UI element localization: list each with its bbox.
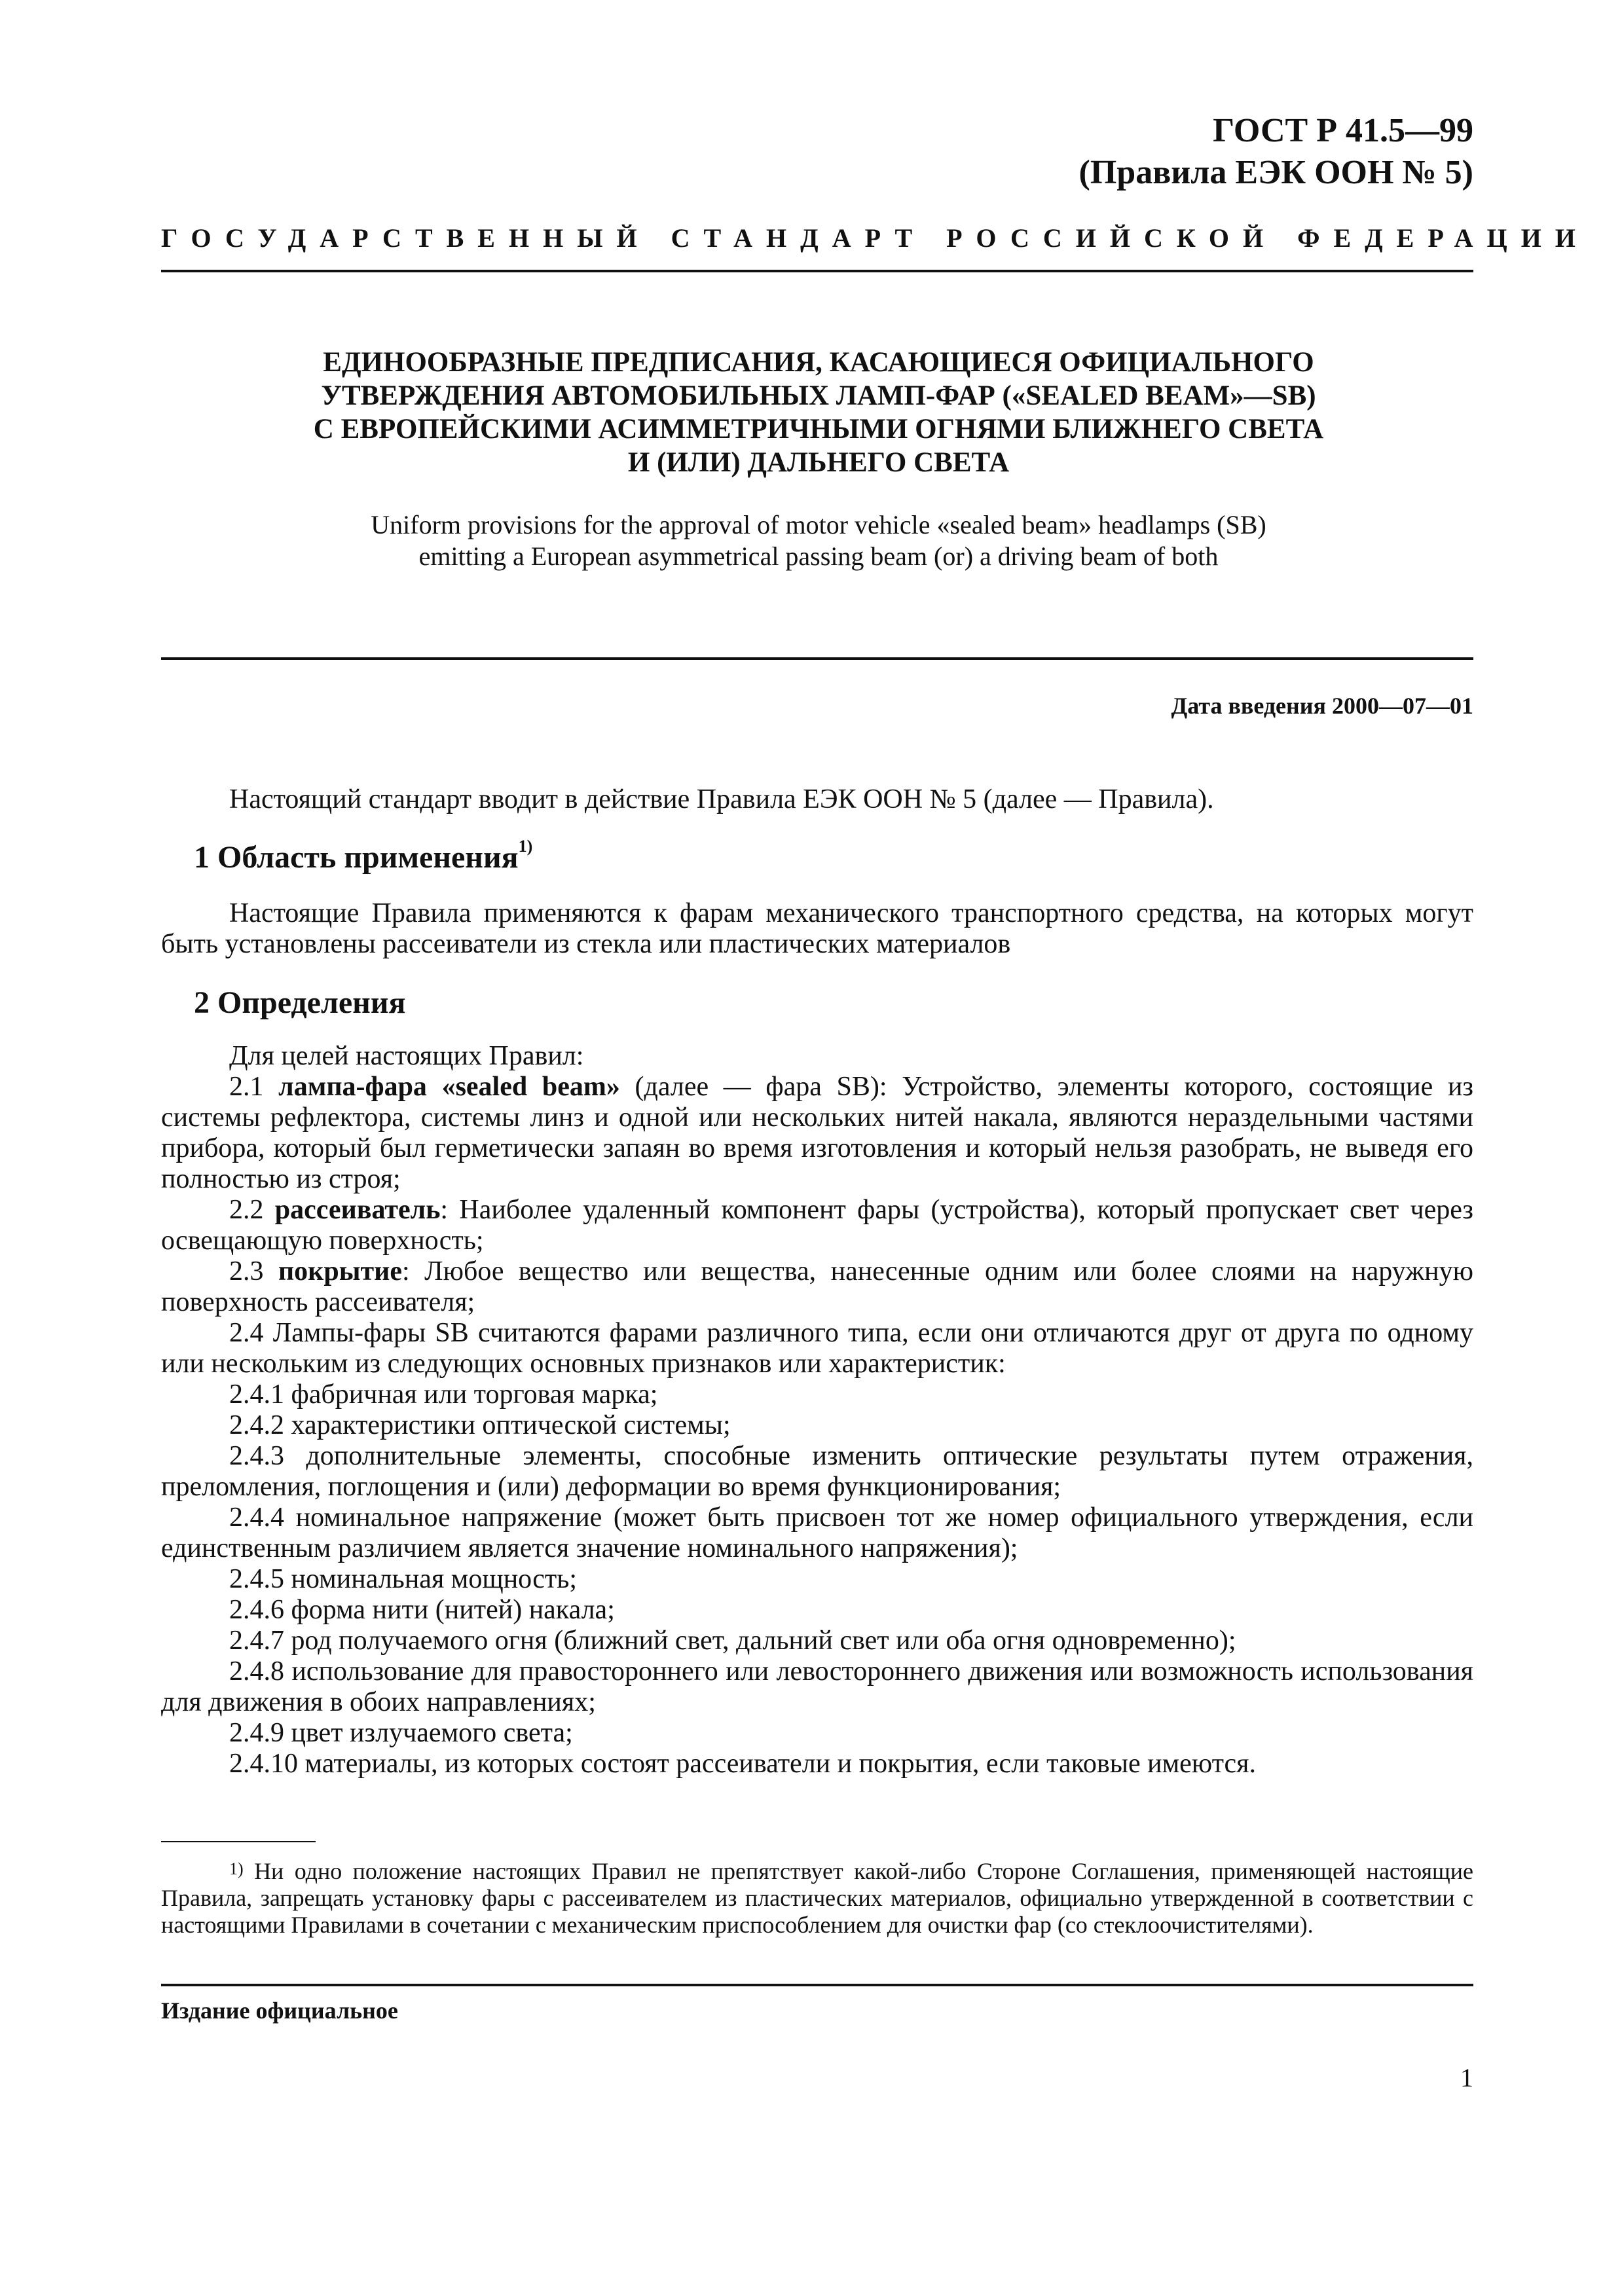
english-title-line: emitting a European asymmetrical passing beam (or) a driving beam of both bbox=[418, 541, 1219, 571]
footnote-ref: 1) bbox=[518, 837, 533, 856]
definition-2-1 bbox=[161, 1072, 1473, 1195]
title-rule bbox=[161, 657, 1473, 660]
title-line: С ЕВРОПЕЙСКИМИ АСИММЕТРИЧНЫМИ ОГНЯМИ БЛИЖНЕГО СВЕТА bbox=[313, 414, 1324, 445]
definition-text: : Наиболее удаленный компонент фары (устройства), который пропускает свет через освещающую поверхность; bbox=[161, 1195, 1473, 1256]
list-item: 2.4.4 номинальное напряжение (может быть присвоен тот же номер официального утверждения, если единственным различием является значение номинального напряжения); bbox=[161, 1503, 1473, 1563]
list-item: 2.4.8 использование для правостороннего или левостороннего движения или возможность использования для движения в обоих направлениях; bbox=[161, 1656, 1473, 1717]
definition-term: рассеиватель bbox=[274, 1195, 441, 1225]
definition-text: (далее — фара SB): Устройство, элементы которого, состоящие из системы рефлектора, системы линз и одной или нескольких нитей накала, являются нераздельными частями прибора, который был герметически запаян во время изготовления и который нельзя разобрать, не выведя его полностью из строя; bbox=[161, 1072, 1474, 1194]
doc-number: ГОСТ Р 41.5—99 bbox=[1213, 112, 1473, 149]
title-line: УТВЕРЖДЕНИЯ АВТОМОБИЛЬНЫХ ЛАМП-ФАР («SEALED BEAM»—SB) bbox=[321, 380, 1316, 411]
page-number: 1 bbox=[1460, 2063, 1473, 2092]
definition-number: 2.2 bbox=[229, 1195, 264, 1225]
definitions-lead: Для целей настоящих Правил: bbox=[229, 1041, 584, 1071]
list-item: 2.4.5 номинальная мощность; bbox=[229, 1564, 578, 1594]
section-1-heading: 1 Область применения bbox=[194, 840, 519, 875]
list-item: 2.4.6 форма нити (нитей) накала; bbox=[229, 1595, 615, 1625]
main-title bbox=[196, 346, 1441, 479]
list-item: 2.4.3 дополнительные элементы, способные изменить оптические результаты путем отражения, преломления, поглощения и (или) деформации во время функционирования; bbox=[161, 1441, 1473, 1502]
list-item: 2.4.10 материалы, из которых состоят рассеиватели и покрытия, если таковые имеются. bbox=[229, 1749, 1256, 1779]
intro-paragraph: Настоящий стандарт вводит в действие Правила ЕЭК ООН № 5 (далее — Правила). bbox=[229, 784, 1214, 814]
footnote-mark: 1) bbox=[229, 1859, 244, 1878]
title-line: ЕДИНООБРАЗНЫЕ ПРЕДПИСАНИЯ, КАСАЮЩИЕСЯ ОФИЦИАЛЬНОГО bbox=[323, 347, 1314, 378]
english-title bbox=[196, 509, 1441, 572]
document-id bbox=[786, 110, 1473, 194]
definition-term: лампа-фара «sealed beam» bbox=[278, 1072, 620, 1102]
definitions-block bbox=[161, 1041, 1473, 1779]
footer-rule bbox=[161, 1984, 1473, 1986]
header-rule bbox=[161, 270, 1473, 272]
title-line: И (ИЛИ) ДАЛЬНЕГО СВЕТА bbox=[627, 447, 1010, 478]
definition-number: 2.3 bbox=[229, 1256, 264, 1286]
section-2-heading: 2 Определения bbox=[194, 985, 406, 1020]
definition-2-3 bbox=[161, 1256, 1473, 1318]
section-1-text: Настоящие Правила применяются к фарам механического транспортного средства, на которых могут быть установлены рассеиватели из стекла или пластических материалов bbox=[161, 898, 1473, 959]
footnote-text: Ни одно положение настоящих Правил не препятствует какой-либо Стороне Соглашения, применяющей настоящие Правила, запрещать установку фары с рассеивателем из пластических материалов, официально утвержденной в соответствии с настоящими Правилами в сочетании с механическим приспособлением для очистки фар (со стеклоочистителями). bbox=[161, 1858, 1474, 1938]
definition-term: покрытие bbox=[278, 1256, 402, 1286]
list-item: 2.4.9 цвет излучаемого света; bbox=[229, 1718, 573, 1748]
footnote bbox=[161, 1858, 1473, 1939]
english-title-line: Uniform provisions for the approval of motor vehicle «sealed beam» headlamps (SB) bbox=[371, 510, 1266, 539]
state-standard-title: ГОСУДАРСТВЕННЫЙ СТАНДАРТ РОССИЙСКОЙ ФЕДЕРАЦИИ bbox=[161, 223, 1589, 253]
definition-text: : Любое вещество или вещества, нанесенные одним или более слоями на наружную поверхность рассеивателя; bbox=[161, 1256, 1473, 1317]
section-heading bbox=[194, 839, 532, 875]
footnote-separator bbox=[161, 1841, 316, 1842]
definition-2-4: 2.4 Лампы-фары SB считаются фарами различного типа, если они отличаются друг от друга по одному или нескольким из следующих основных признаков или характеристик: bbox=[161, 1318, 1473, 1379]
list-item: 2.4.2 характеристики оптической системы; bbox=[229, 1410, 731, 1440]
edition-label: Издание официальное bbox=[161, 1997, 398, 2024]
definition-number: 2.1 bbox=[229, 1072, 264, 1102]
definition-2-2 bbox=[161, 1195, 1473, 1256]
introduction-date: Дата введения 2000—07—01 bbox=[1171, 693, 1473, 719]
list-item: 2.4.7 род получаемого огня (ближний свет, дальний свет или оба огня одновременно); bbox=[229, 1626, 1236, 1656]
list-item: 2.4.1 фабричная или торговая марка; bbox=[229, 1379, 658, 1410]
rules-reference: (Правила ЕЭК ООН № 5) bbox=[1078, 154, 1473, 191]
